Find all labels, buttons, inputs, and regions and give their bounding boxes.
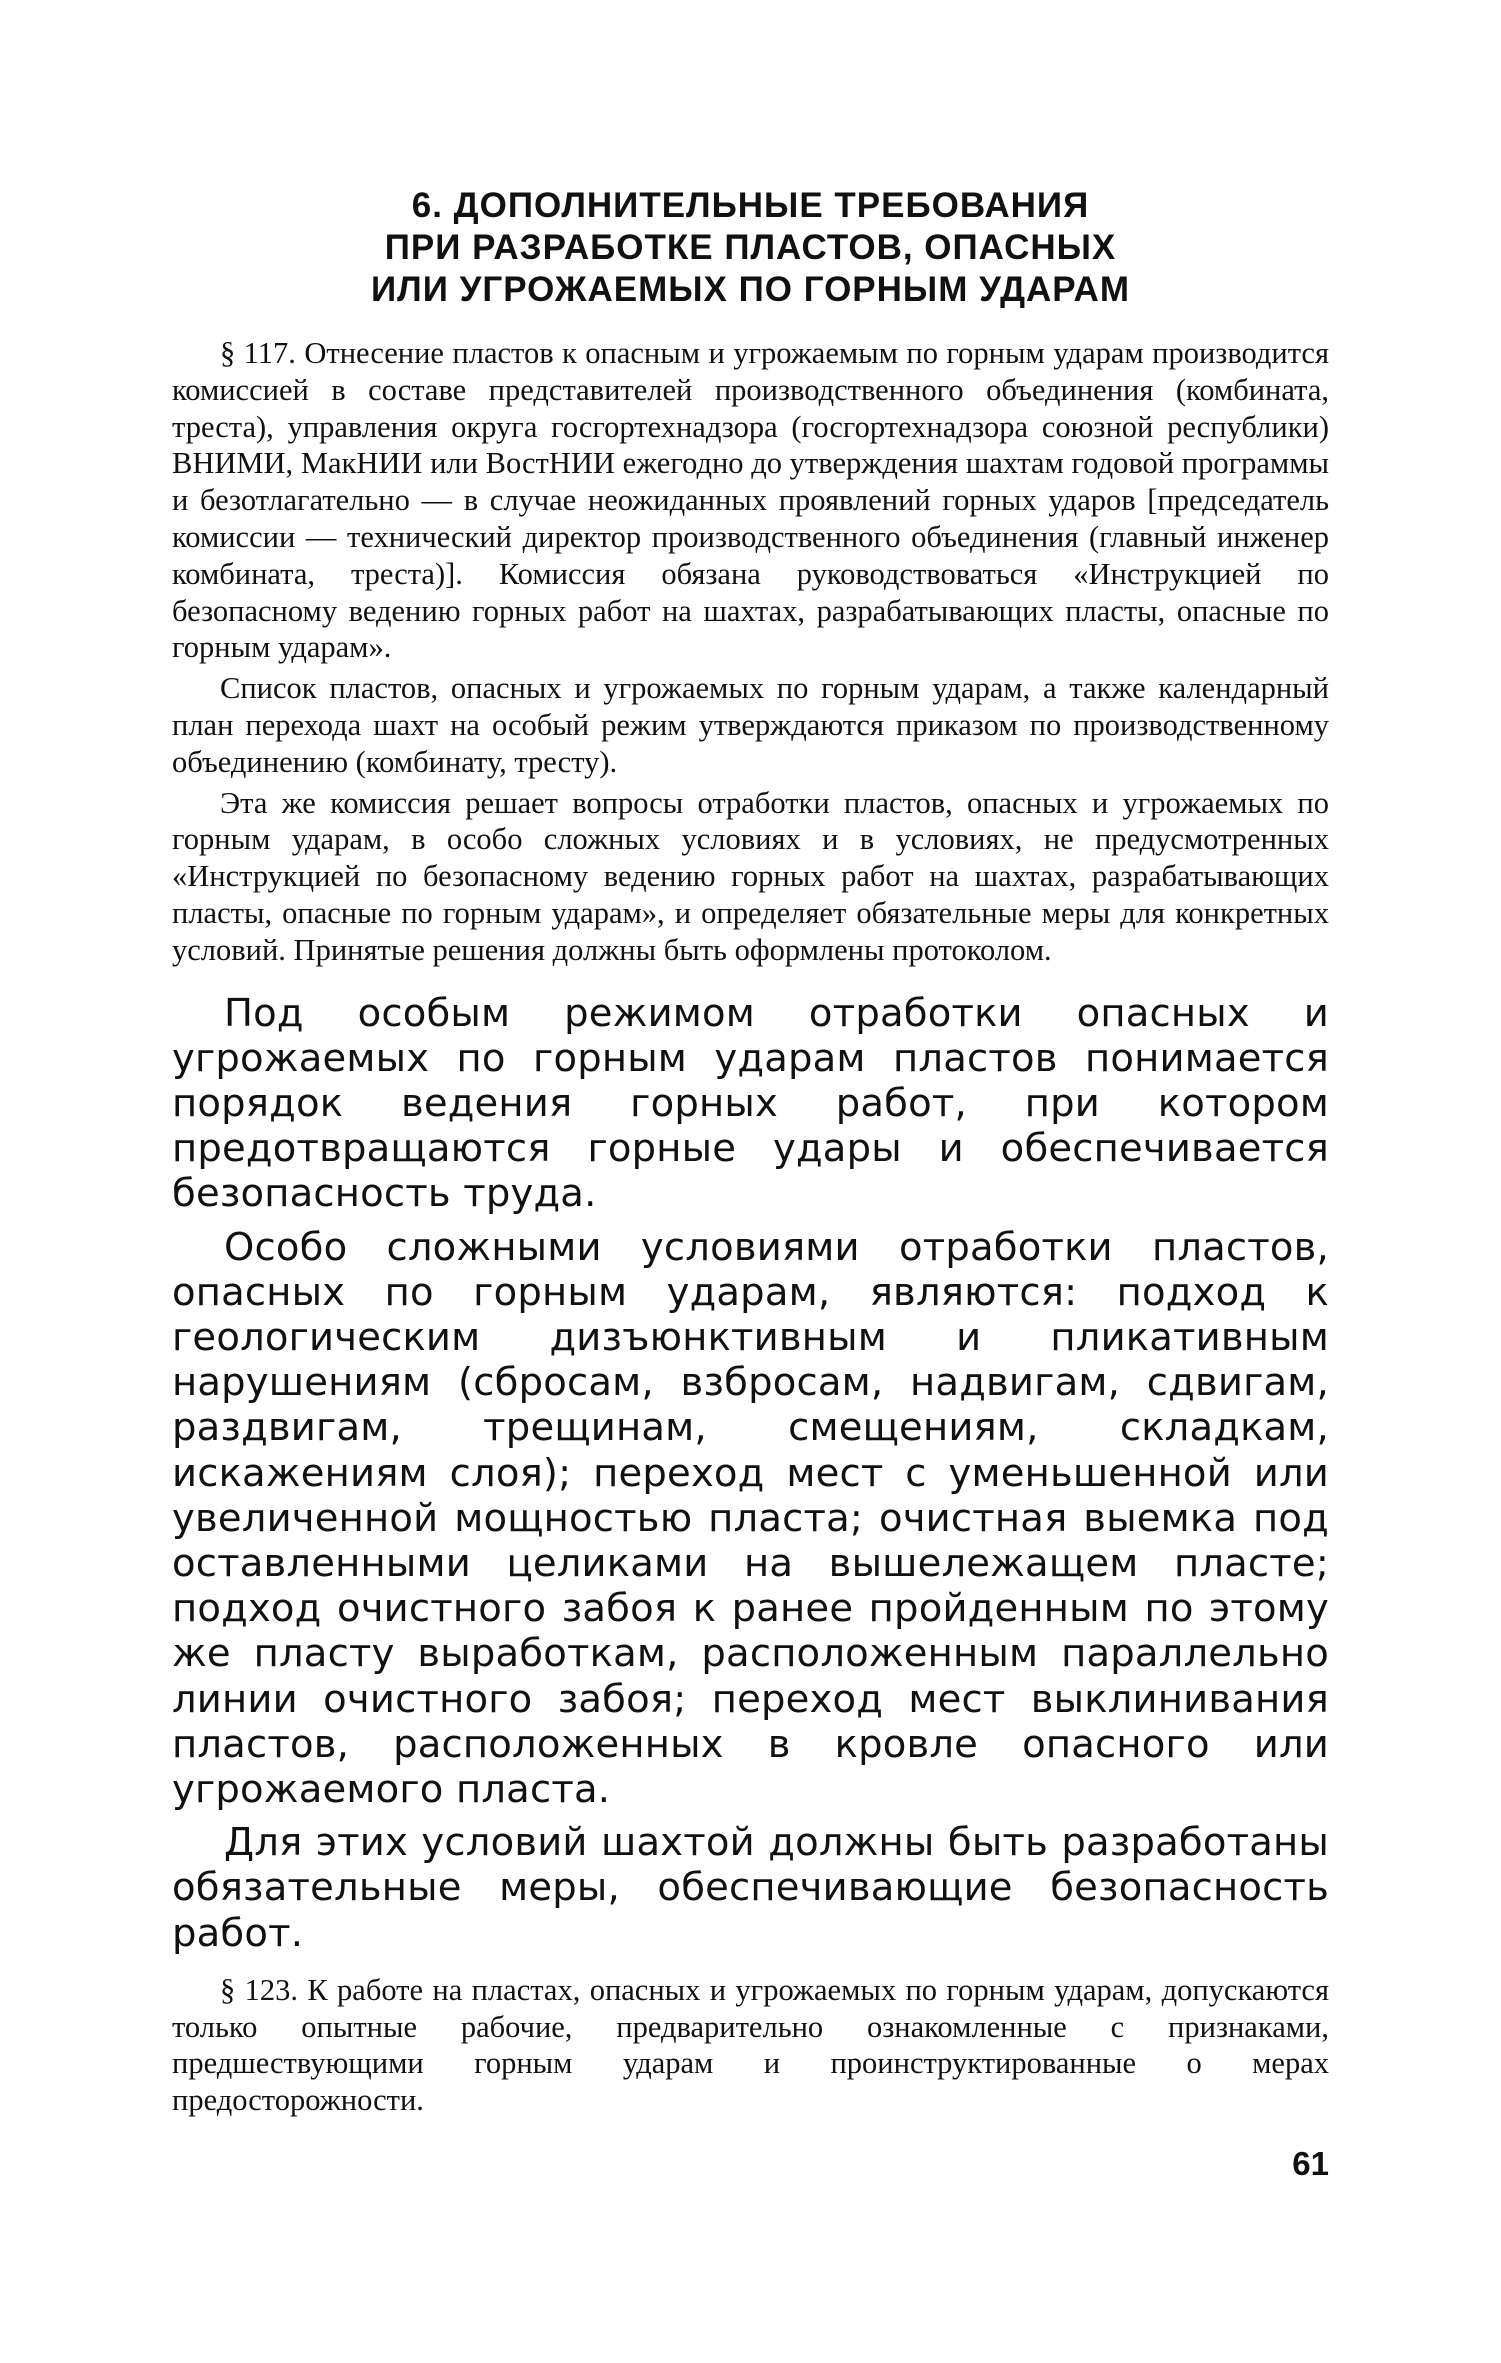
paragraph-special-mode: Под особым режимом отработки опасных и угрожаемых по горным ударам пластов понимается порядок ведения горных работ, при котором предотвращаются горные удары и обеспечивается безопасность труда. bbox=[172, 990, 1329, 1217]
section-heading bbox=[172, 185, 1329, 311]
page-number: 61 bbox=[1292, 2145, 1329, 2182]
paragraph-list: Список пластов, опасных и угрожаемых по горным ударам, а также календарный план перехода шахт на особый режим утверждаются приказом по производственному объединению (комбинату, тресту). bbox=[172, 671, 1329, 779]
document-page bbox=[172, 185, 1329, 2285]
heading-line-1: 6. ДОПОЛНИТЕЛЬНЫЕ ТРЕБОВАНИЯ bbox=[411, 186, 1090, 225]
paragraph-123: § 123. К работе на пластах, опасных и угрожаемых по горным ударам, допускаются только опытные рабочие, предварительно ознакомленные с признаками, предшествующими горным ударам и проинструктированные о мерах предосторожности. bbox=[172, 1972, 1329, 2118]
paragraph-complex-conditions: Особо сложными условиями отработки пластов, опасных по горным ударам, являются: подход к геологическим дизъюнктивным и пликативным нарушениям (сбросам, взбросам, надвигам, сдвигам, раздвигам, трещинам, смещениям, складкам, искажениям слоя); переход мест с уменьшенной или увеличенной мощностью пласта; очистная выемка под оставленными целиками на вышележащем пласте; подход очистного забоя к ранее пройденным по этому же пласту выработкам, расположенным параллельно линии очистного забоя; переход мест выклинивания пластов, расположенных в кровле опасного или угрожаемого пласта. bbox=[172, 1224, 1329, 1812]
heading-line-3: ИЛИ УГРОЖАЕМЫХ ПО ГОРНЫМ УДАРАМ bbox=[371, 270, 1130, 309]
heading-line-2: ПРИ РАЗРАБОТКЕ ПЛАСТОВ, ОПАСНЫХ bbox=[384, 228, 1117, 267]
paragraph-commission: Эта же комиссия решает вопросы отработки пластов, опасных и угрожаемых по горным ударам, в особо сложных условиях и в условиях, не предусмотренных «Инструкцией по безопасному ведению горных работ на шахтах, разрабатывающих пласты, опасные по горным ударам», и определяет обязательные меры для конкретных условий. Принятые решения должны быть оформлены протоколом. bbox=[172, 785, 1329, 967]
paragraph-measures: Для этих условий шахтой должны быть разработаны обязательные меры, обеспечивающие безопасность работ. bbox=[172, 1820, 1329, 1956]
paragraph-117: § 117. Отнесение пластов к опасным и угрожаемым по горным ударам производится комиссией в составе представителей производственного объединения (комбината, треста), управления округа госгортехнадзора (госгортехнадзора союзной республики) ВНИМИ, МакНИИ или ВостНИИ ежегодно до утверждения шахтам годовой программы и безотлагательно — в случае неожиданных проявлений горных ударов [председатель комиссии — технический директор производственного объединения (главный инженер комбината, треста)]. Комиссия обязана руководствоваться «Инструкцией по безопасному ведению горных работ на шахтах, разрабатывающих пласты, опасные по горным ударам». bbox=[172, 336, 1329, 665]
